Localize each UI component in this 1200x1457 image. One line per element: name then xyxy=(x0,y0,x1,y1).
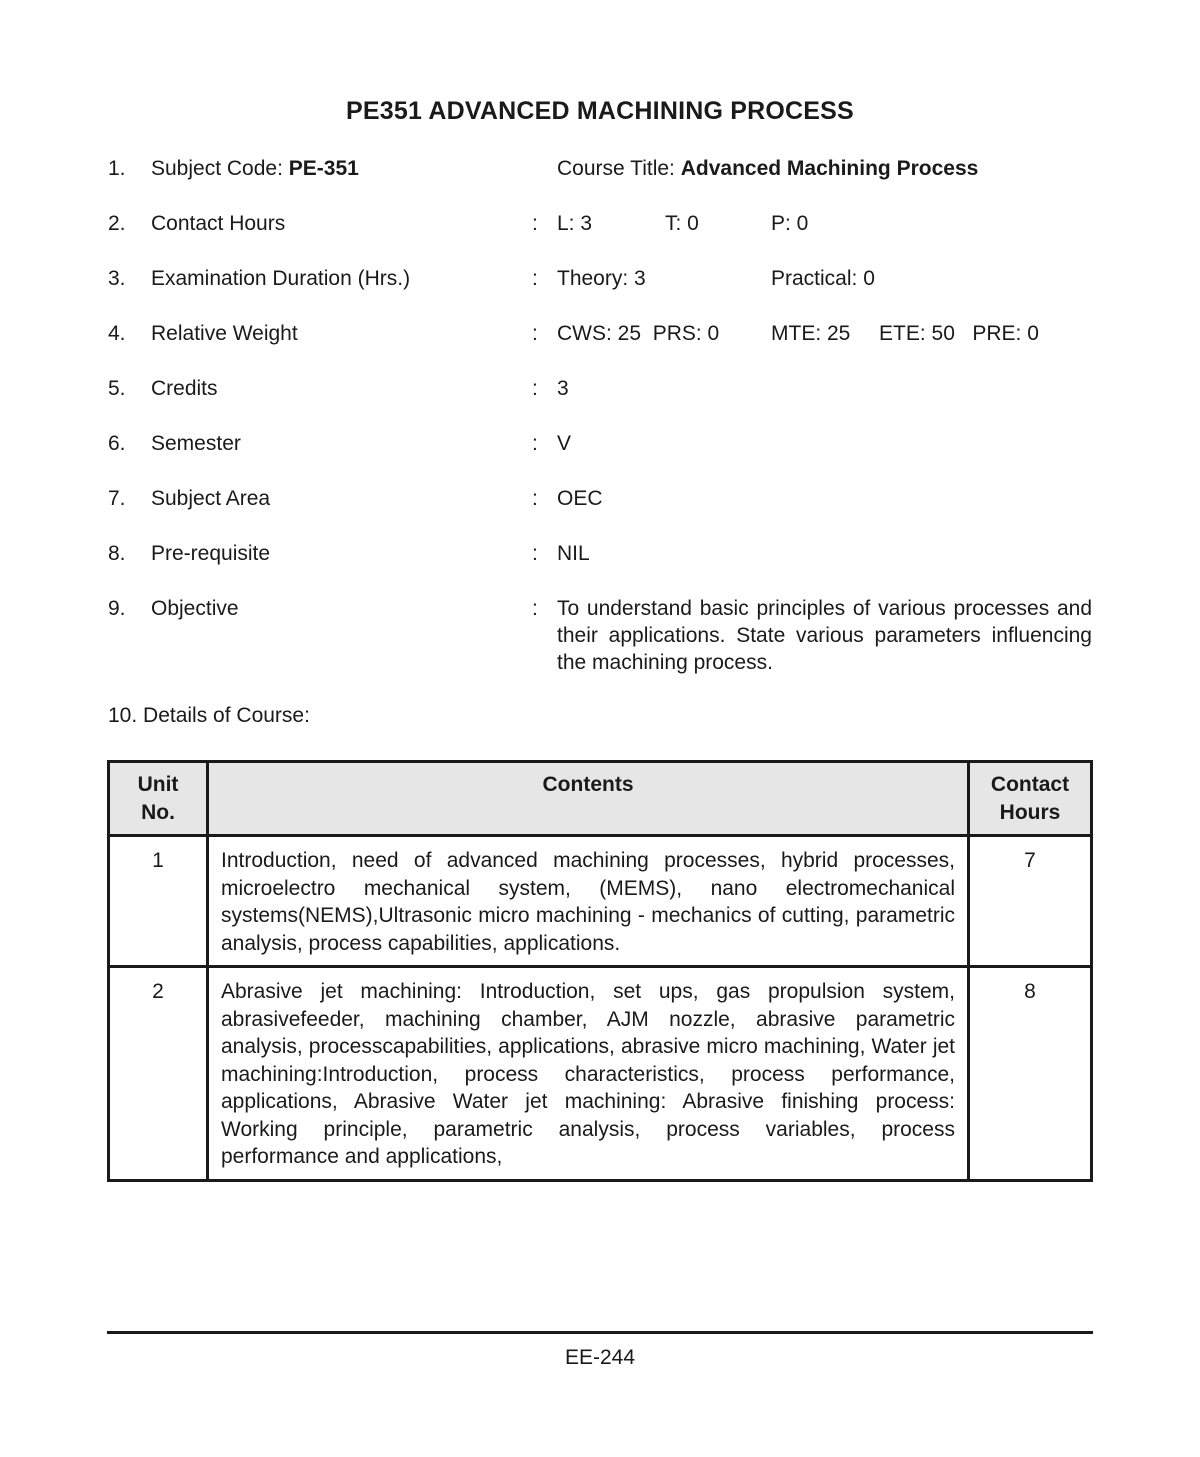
tutorial-hours: T: 0 xyxy=(665,212,699,235)
item-label: Contact Hours xyxy=(151,212,286,235)
item-label: Relative Weight xyxy=(151,322,298,345)
header-unit-line2: No. xyxy=(141,800,175,824)
table-row xyxy=(109,836,1092,967)
table-row xyxy=(109,967,1092,1181)
course-title-label: Course Title: xyxy=(557,157,681,180)
item-colon: : xyxy=(532,212,538,235)
header-hours-line1: Contact xyxy=(990,773,1070,796)
lecture-hours: L: 3 xyxy=(557,212,593,235)
subject-code-value: PE-351 xyxy=(288,157,359,180)
item-label: Examination Duration (Hrs.) xyxy=(151,267,411,290)
item-colon: : xyxy=(532,542,538,565)
unit-contents: Abrasive jet machining: Introduction, set ups, gas propulsion system, abrasivefeeder, machining chamber, AJM nozzle, abrasive parametric analysis, processcapabilities, applications, abrasive micro machining, Water jet machining:Introduction, process characteristics, process performance, applications, Abrasive Water jet machining: Abrasive finishing process: Working principle, parametric analysis, process variables, process performance and applications, xyxy=(208,967,969,1181)
item-value: OEC xyxy=(557,487,603,510)
item-label: Credits xyxy=(151,377,218,400)
item-number: 3. xyxy=(108,267,126,290)
unit-hours: 8 xyxy=(969,967,1092,1181)
objective-text: To understand basic principles of various processes and their applications. State various parameters influencing the machining process. xyxy=(557,597,1092,674)
theory-duration: Theory: 3 xyxy=(557,267,646,290)
item-number: 6. xyxy=(108,432,126,455)
item-number: 2. xyxy=(108,212,126,235)
item-value: 3 xyxy=(557,377,569,400)
course-title-value: Advanced Machining Process xyxy=(680,157,979,180)
item-colon: : xyxy=(532,487,538,510)
item-label: Pre-requisite xyxy=(151,542,271,565)
item-number: 8. xyxy=(108,542,126,565)
course-details-table xyxy=(107,760,1093,1182)
item-colon: : xyxy=(532,432,538,455)
header-hours-line2: Hours xyxy=(999,800,1061,824)
mte-weight: MTE: 25 xyxy=(771,322,851,345)
item-label: Objective xyxy=(151,597,239,620)
details-heading: 10. Details of Course: xyxy=(108,704,310,727)
header-unit-line1: Unit xyxy=(137,773,179,796)
page-title: PE351 ADVANCED MACHINING PROCESS xyxy=(346,97,854,125)
item-label: Semester xyxy=(151,432,241,455)
item-colon: : xyxy=(532,322,538,345)
course-title xyxy=(557,155,978,182)
header-unit-no xyxy=(109,762,208,836)
unit-hours: 7 xyxy=(969,836,1092,967)
practical-duration: Practical: 0 xyxy=(771,267,875,290)
item-number: 9. xyxy=(108,597,126,620)
header-contents-label: Contents xyxy=(542,773,634,796)
header-contents xyxy=(208,762,969,836)
item-number: 1. xyxy=(108,157,126,180)
subject-code-label: Subject Code: xyxy=(151,157,289,180)
item-number: 7. xyxy=(108,487,126,510)
item-colon: : xyxy=(532,267,538,290)
cws-prs-weight: CWS: 25 PRS: 0 xyxy=(557,322,720,345)
page-number: EE-244 xyxy=(564,1346,636,1369)
ete-pre-weight: ETE: 50 PRE: 0 xyxy=(879,322,1039,345)
subject-code xyxy=(151,155,359,182)
header-contact-hours xyxy=(969,762,1092,836)
footer-divider xyxy=(107,1331,1093,1334)
unit-number: 1 xyxy=(109,836,208,967)
item-number: 4. xyxy=(108,322,126,345)
item-colon: : xyxy=(532,377,538,400)
item-value: NIL xyxy=(557,542,590,565)
item-number: 5. xyxy=(108,377,126,400)
unit-contents: Introduction, need of advanced machining processes, hybrid processes, microelectro mechanical system, (MEMS), nano electromechanical systems(NEMS),Ultrasonic micro machining - mechanics of cutting, parametric analysis, process capabilities, applications. xyxy=(208,836,969,967)
item-colon: : xyxy=(532,597,538,620)
unit-number: 2 xyxy=(109,967,208,1181)
table-header-row xyxy=(109,762,1092,836)
item-value: V xyxy=(557,432,572,455)
practical-hours: P: 0 xyxy=(771,212,809,235)
item-label: Subject Area xyxy=(151,487,271,510)
